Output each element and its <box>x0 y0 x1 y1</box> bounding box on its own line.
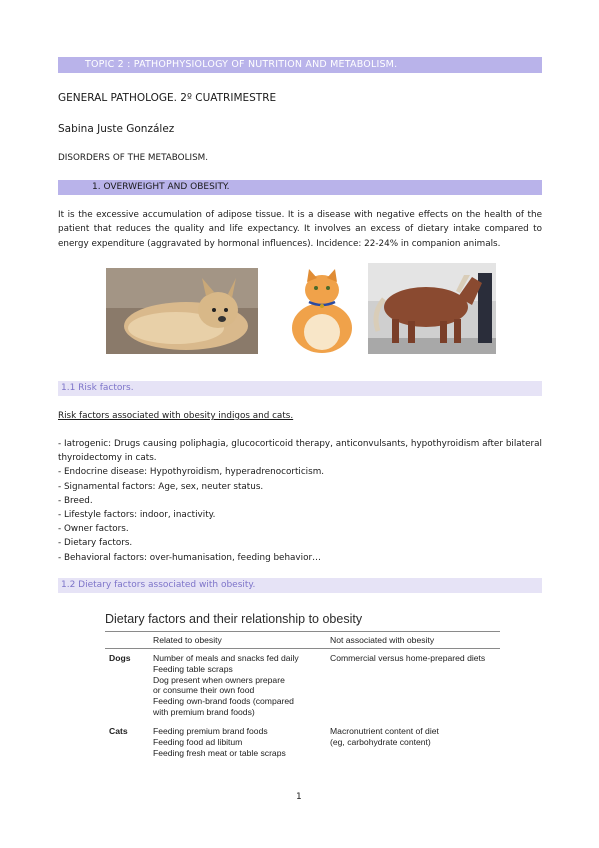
dogs-related-cell <box>153 653 299 718</box>
cats-related-line: Feeding food ad libitum <box>153 736 243 747</box>
risk-item-breed: - Breed. <box>58 495 93 506</box>
dogs-related-line: or consume their own food <box>153 685 255 696</box>
cats-not-line: (eg, carbohydrate content) <box>330 736 431 747</box>
course-title: GENERAL PATHOLOGE. 2º CUATRIMESTRE <box>58 92 277 104</box>
table-rule-header <box>105 648 500 649</box>
section-title: DISORDERS OF THE METABOLISM. <box>58 153 209 163</box>
heading-overweight: 1. OVERWEIGHT AND OBESITY. <box>92 181 230 192</box>
cats-related-line: Feeding fresh meat or table scraps <box>153 747 286 758</box>
risk-item-behavioral: - Behavioral factors: over-humanisation, feeding behavior… <box>58 552 321 563</box>
row-label-cats: Cats <box>109 726 128 736</box>
dogs-related-line: with premium brand foods) <box>153 706 255 717</box>
obese-pony-photo <box>368 263 496 354</box>
risk-item-dietary: - Dietary factors. <box>58 538 133 549</box>
table-title: Dietary factors and their relationship to obesity <box>105 612 363 626</box>
cats-related-line: Feeding premium brand foods <box>153 726 268 736</box>
risk-item-endocrine: - Endocrine disease: Hypothyroidism, hyperadrenocorticism. <box>58 467 325 478</box>
page-number: 1 <box>296 792 302 802</box>
dogs-not-associated-cell <box>330 653 485 664</box>
heading-risk-factors-bar <box>58 381 542 396</box>
risk-item-signamental: - Signamental factors: Age, sex, neuter status. <box>58 481 264 492</box>
heading-risk-factors: 1.1 Risk factors. <box>61 382 134 393</box>
heading-dietary-bar <box>58 578 542 593</box>
col-header-not-associated: Not associated with obesity <box>330 635 435 645</box>
risk-item-lifestyle: - Lifestyle factors: indoor, inactivity. <box>58 510 216 521</box>
dietary-factors-table <box>105 612 500 758</box>
cats-related-cell <box>153 726 286 758</box>
cats-not-line: Macronutrient content of diet <box>330 726 439 736</box>
dogs-related-line: Number of meals and snacks fed daily <box>153 653 299 663</box>
risk-factors-title: Risk factors associated with obesity indigos and cats. <box>58 411 294 421</box>
topic-title: TOPIC 2 : PATHOPHYSIOLOGY OF NUTRITION AND METABOLISM. <box>85 59 398 70</box>
risk-item-owner: - Owner factors. <box>58 524 129 535</box>
obese-cat-photo <box>287 266 357 354</box>
intro-paragraph: It is the excessive accumulation of adipose tissue. It is a disease with negative effects on the health of the patient that reduces the quality and life expectancy. It involves an excess of dietary intake compared to energy expenditure (aggravated by hormonal influences). Incidence: 22-24% in companion animals. <box>58 210 542 249</box>
risk-item-iatrogenic: - Iatrogenic: Drugs causing poliphagia, glucocorticoid therapy, anticonvulsants, hypothyroidism after bilateral thyroidectomy in cats. <box>58 439 542 464</box>
heading-dietary-factors: 1.2 Dietary factors associated with obesity. <box>61 579 256 590</box>
dogs-related-line: Feeding own-brand foods (compared <box>153 696 294 707</box>
table-rule-top <box>105 631 500 632</box>
obese-dog-photo <box>106 268 258 354</box>
row-label-dogs: Dogs <box>109 653 131 663</box>
topic-banner <box>58 57 542 73</box>
cats-not-associated-cell <box>330 726 439 748</box>
heading-overweight-banner <box>58 180 542 195</box>
col-header-related: Related to obesity <box>153 635 222 645</box>
author-name: Sabina Juste González <box>58 123 175 135</box>
dogs-related-line: Dog present when owners prepare <box>153 674 285 685</box>
dogs-not-line: Commercial versus home-prepared diets <box>330 653 486 663</box>
risk-factor-list <box>58 437 542 565</box>
dogs-related-line: Feeding table scraps <box>153 663 233 674</box>
